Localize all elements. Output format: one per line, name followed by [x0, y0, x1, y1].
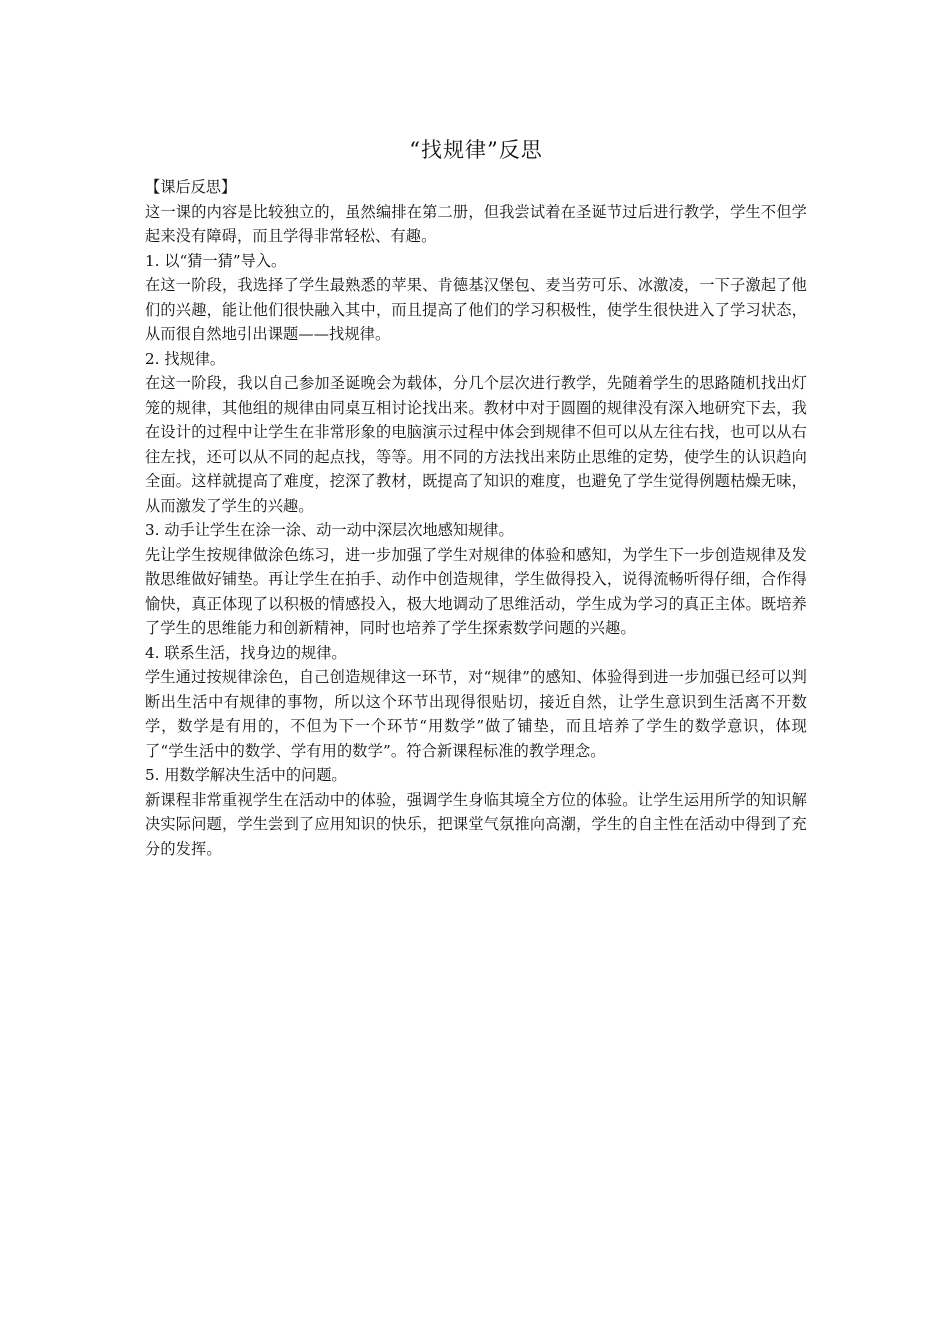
section-label: 【课后反思】	[145, 178, 237, 196]
section-5-body: 新课程非常重视学生在活动中的体验，强调学生身临其境全方位的体验。让学生运用所学的知识解决实际问题，学生尝到了应用知识的快乐，把课堂气氛推向高潮，学生的自主性在活动中得到了充分的发挥。	[145, 790, 807, 858]
section-2-heading: 2. 找规律。	[145, 349, 226, 368]
section-5-heading: 5. 用数学解决生活中的问题。	[145, 766, 347, 784]
section-2-body: 在这一阶段，我以自己参加圣诞晚会为载体，分几个层次进行教学，先随着学生的思路随机找出灯笼的规律，其他组的规律由同桌互相讨论找出来。教材中对于圆圈的规律没有深入地研究下去，我在设计的过程中让学生在非常形象的电脑演示过程中体会到规律不但可以从左往右找，也可以从右往左找，还可以从不同的起点找，等等。用不同的方法找出来防止思维的定势，使学生的认识趋向全面。这样就提高了难度，挖深了教材，既提高了知识的难度，也避免了学生觉得例题枯燥无味，从而激发了学生的兴趣。	[145, 374, 807, 515]
section-4-body: 学生通过按规律涂色，自己创造规律这一环节，对“规律”的感知、体验得到进一步加强已经可以判断出生活中有规律的事物，所以这个环节出现得很贴切，接近自然，让学生意识到生活离不开数学，数学是有用的，不但为下一个环节“用数学”做了铺垫，而且培养了学生的数学意识，体现了“学生活中的数学、学有用的数学”。符合新课程标准的教学理念。	[145, 668, 807, 760]
document-page	[145, 135, 807, 861]
section-4-heading: 4. 联系生活，找身边的规律。	[145, 643, 347, 662]
section-3-body: 先让学生按规律做涂色练习，进一步加强了学生对规律的体验和感知，为学生下一步创造规律及发散思维做好铺垫。再让学生在拍手、动作中创造规律，学生做得投入，说得流畅听得仔细，合作得愉快，真正体现了以积极的情感投入，极大地调动了思维活动，学生成为学习的真正主体。既培养了学生的思维能力和创新精神，同时也培养了学生探索数学问题的兴趣。	[145, 545, 807, 637]
intro-paragraph: 这一课的内容是比较独立的，虽然编排在第二册，但我尝试着在圣诞节过后进行教学，学生不但学起来没有障碍，而且学得非常轻松、有趣。	[145, 202, 807, 245]
section-1-body: 在这一阶段，我选择了学生最熟悉的苹果、肯德基汉堡包、麦当劳可乐、冰激凌，一下子激起了他们的兴趣，能让他们很快融入其中，而且提高了他们的学习积极性，使学生很快进入了学习状态，从而很自然地引出课题——找规律。	[145, 276, 807, 343]
document-title: “找规律”反思	[409, 138, 543, 162]
section-3-heading: 3. 动手让学生在涂一涂、动一动中深层次地感知规律。	[145, 521, 514, 539]
section-1-heading: 1. 以“猜一猜”导入。	[145, 251, 287, 270]
